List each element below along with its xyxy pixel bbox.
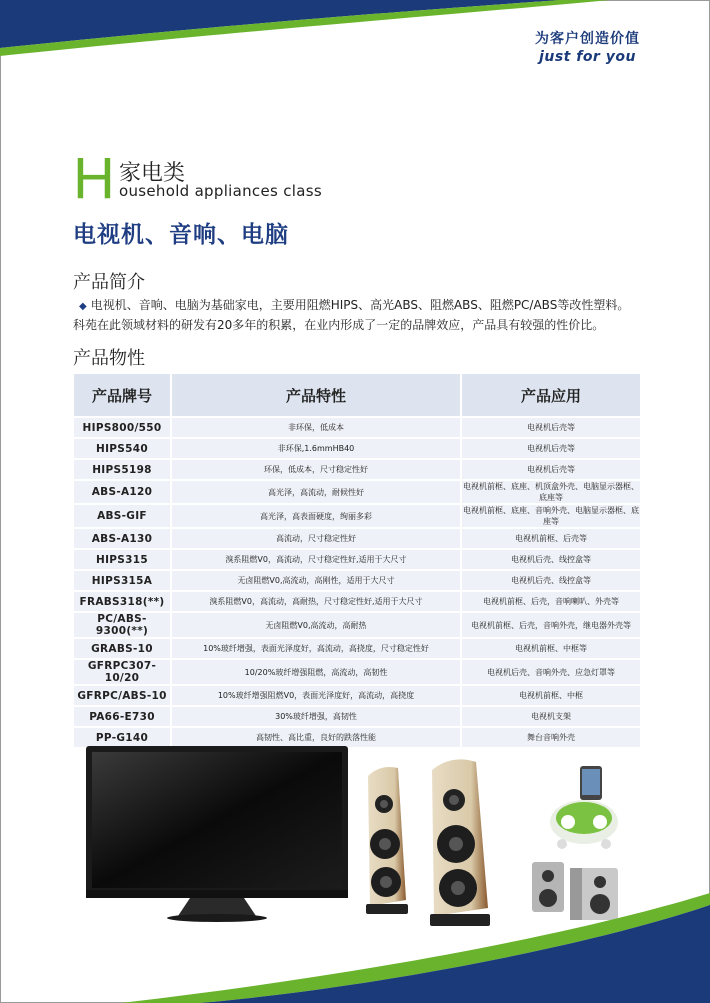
cell-grade: HIPS800/550: [74, 418, 170, 437]
cell-properties: 高流动，尺寸稳定性好: [170, 529, 462, 548]
cell-applications: 电视机后壳等: [462, 418, 640, 437]
table-row: [74, 481, 640, 503]
cell-properties: 30%玻纤增强，高韧性: [170, 707, 462, 726]
cell-properties: 溴系阻燃V0，高流动，尺寸稳定性好,适用于大尺寸: [170, 550, 462, 569]
intro-line-1: 电视机、音响、电脑为基础家电，主要用阻燃HIPS、高光ABS、阻燃ABS、阻燃PC/ABS等改性塑料。: [90, 298, 630, 312]
table-row: [74, 660, 640, 684]
table-row: [74, 592, 640, 611]
speaker-left-image: [366, 767, 408, 914]
cell-properties: 10%玻纤增强阻燃V0，表面光泽度好，高流动，高挠度: [170, 686, 462, 705]
tagline-en: just for you: [539, 49, 636, 65]
cell-properties: 无卤阻燃V0,高流动，高耐热: [170, 613, 462, 637]
header-grade: 产品牌号: [74, 374, 170, 416]
cell-applications: 电视机前框、底座、音响外壳、电脑显示器框、底座等: [463, 506, 639, 526]
table-row: [74, 529, 640, 548]
table-row: [74, 550, 640, 569]
cell-grade: ABS-A130: [74, 529, 170, 548]
cell-applications: 电视机前框、后壳等: [462, 529, 640, 548]
table-row: [74, 707, 640, 726]
category-title-en: ousehold appliances class: [119, 182, 322, 200]
cell-applications: 舞台音响外壳: [462, 728, 640, 747]
cell-applications: 电视机前框、后壳，音响外壳，继电器外壳等: [462, 613, 640, 637]
cell-grade: PP-G140: [74, 728, 170, 747]
cell-applications: 电视机后壳、线控盒等: [462, 550, 640, 569]
product-properties-table: [74, 372, 640, 749]
tagline-cn: 为客户创造价值: [535, 31, 640, 47]
cell-grade: ABS-GIF: [74, 505, 170, 527]
cell-properties: 高光泽，高流动，耐候性好: [170, 481, 462, 503]
cell-grade: HIPS540: [74, 439, 170, 458]
cell-grade: PC/ABS-9300(**): [74, 613, 170, 637]
table-row: [74, 613, 640, 637]
intro-line-2: 科苑在此领域材料的研发有20多年的积累，在业内形成了一定的品牌效应，产品具有较强的性价比。: [73, 318, 605, 332]
cell-grade: GRABS-10: [74, 639, 170, 658]
cell-applications: 电视机后壳、音响外壳、应急灯罩等: [462, 660, 640, 684]
table-row: [74, 439, 640, 458]
table-header-row: [74, 374, 640, 416]
dock-speaker-image: [550, 766, 618, 849]
cell-grade: HIPS5198: [74, 460, 170, 479]
cell-grade: HIPS315A: [74, 571, 170, 590]
properties-heading: 产品物性: [73, 348, 145, 369]
cell-applications: 电视机前框、底座、机顶盒外壳、电脑显示器框、底座等: [463, 482, 639, 502]
intro-heading: 产品简介: [73, 272, 145, 293]
cell-applications: 电视机后壳等: [462, 460, 640, 479]
cell-grade: PA66-E730: [74, 707, 170, 726]
cell-applications: 电视机前框、中框等: [462, 639, 640, 658]
cell-properties: 环保，低成本，尺寸稳定性好: [170, 460, 462, 479]
cell-applications: 电视机前框、中框: [462, 686, 640, 705]
table-row: [74, 686, 640, 705]
cell-properties: 高韧性、高比重，良好的跌落性能: [170, 728, 462, 747]
cell-grade: FRABS318(**): [74, 592, 170, 611]
table-row: [74, 460, 640, 479]
cell-properties: 高光泽，高表面硬度，绚丽多彩: [170, 505, 462, 527]
cell-grade: GFRPC/ABS-10: [74, 686, 170, 705]
cell-grade: GFRPC307-10/20: [74, 660, 170, 684]
table-row: [74, 505, 640, 527]
cell-properties: 非环保,1.6mmHB40: [170, 439, 462, 458]
table-row: [74, 418, 640, 437]
page-subtitle: 电视机、音响、电脑: [73, 222, 289, 248]
cell-applications: 电视机前框、后壳，音响喇叭、外壳等: [462, 592, 640, 611]
category-title-cn: 家电类: [119, 161, 186, 186]
header-applications: 产品应用: [462, 374, 640, 416]
cell-properties: 非环保，低成本: [170, 418, 462, 437]
cell-grade: HIPS315: [74, 550, 170, 569]
cell-properties: 10%玻纤增强，表面光泽度好，高流动，高挠度，尺寸稳定性好: [170, 639, 462, 658]
brand-tagline: [535, 28, 640, 65]
table-row: [74, 639, 640, 658]
category-initial-letter: H: [73, 146, 115, 211]
header-properties: 产品特性: [170, 374, 462, 416]
cell-applications: 电视机后壳、线控盒等: [462, 571, 640, 590]
table-row: [74, 571, 640, 590]
cell-properties: 无卤阻燃V0,高流动，高刚性，适用于大尺寸: [170, 571, 462, 590]
cell-properties: 溴系阻燃V0，高流动，高耐热，尺寸稳定性好,适用于大尺寸: [170, 592, 462, 611]
cell-applications: 电视机后壳等: [462, 439, 640, 458]
bottom-swoosh-decoration: [0, 893, 710, 1003]
intro-paragraph: [73, 296, 673, 334]
diamond-bullet-icon: ◆: [79, 301, 87, 312]
cell-properties: 10/20%玻纤增强阻燃，高流动，高韧性: [170, 660, 462, 684]
cell-grade: ABS-A120: [74, 481, 170, 503]
cell-applications: 电视机支架: [462, 707, 640, 726]
